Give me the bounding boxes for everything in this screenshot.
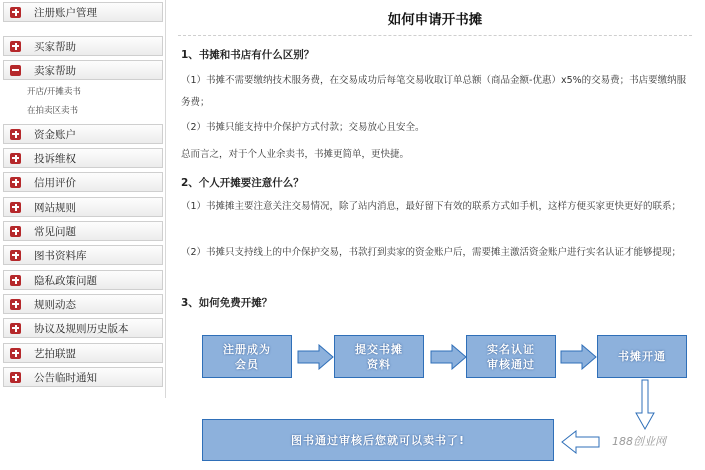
expand-plus-icon [10, 202, 21, 213]
sidebar-item-label: 注册账户管理 [34, 6, 97, 19]
question-heading-2: 2、个人开摊要注意什么？ [181, 177, 304, 189]
sidebar-item-funds-account[interactable] [3, 124, 163, 144]
sidebar-item-label: 规则动态 [34, 298, 76, 311]
expand-plus-icon [10, 299, 21, 310]
flow-step-text: 书摊开通 [618, 350, 666, 363]
sidebar-item-label: 卖家帮助 [34, 64, 76, 77]
expand-plus-icon [10, 275, 21, 286]
sidebar-subitem-auction-sell[interactable]: 在拍卖区卖书 [27, 106, 79, 116]
sidebar-item-label: 公告临时通知 [34, 371, 97, 384]
sidebar-item-complaints[interactable] [3, 148, 163, 168]
answer-paragraph: （2）书摊只能支持中介保护方式付款；交易放心且安全。 [181, 122, 425, 133]
sidebar-item-label: 信用评价 [34, 176, 76, 189]
flow-step-stall-opened [597, 335, 687, 378]
sidebar-item-faq[interactable] [3, 221, 163, 241]
sidebar-item-privacy-policy[interactable] [3, 270, 163, 290]
help-sidebar [3, 0, 166, 398]
left-arrow-icon [560, 430, 600, 454]
sidebar-item-account-management[interactable] [3, 2, 163, 22]
expand-plus-icon [10, 250, 21, 261]
expand-plus-icon [10, 323, 21, 334]
flow-step-register [202, 335, 292, 378]
flow-step-verification [466, 335, 556, 378]
expand-plus-icon [10, 7, 21, 18]
right-arrow-icon [297, 344, 335, 370]
sidebar-item-label: 艺拍联盟 [34, 347, 76, 360]
sidebar-item-label: 投诉维权 [34, 152, 76, 165]
sidebar-item-label: 网站规则 [34, 201, 76, 214]
down-arrow-icon [635, 379, 655, 431]
sidebar-item-seller-help[interactable] [3, 60, 163, 80]
sidebar-item-art-alliance[interactable] [3, 343, 163, 363]
collapse-minus-icon [10, 65, 21, 76]
flow-step-text: 审核通过 [487, 357, 535, 371]
expand-plus-icon [10, 153, 21, 164]
title-divider [178, 35, 692, 36]
right-arrow-icon [430, 344, 468, 370]
page-title: 如何申请开书摊 [387, 12, 483, 28]
flow-step-sell-books [202, 419, 554, 461]
sidebar-item-credit-rating[interactable] [3, 172, 163, 192]
question-heading-1: 1、书摊和书店有什么区别？ [181, 49, 315, 61]
sidebar-item-buyer-help[interactable] [3, 36, 163, 56]
answer-paragraph: （2）书摊只支持线上的中介保护交易，书款打到卖家的资金账户后，需要摊主激活资金账户进行实名认证才能够提现； [181, 247, 682, 258]
sidebar-item-label: 隐私政策问题 [34, 274, 97, 287]
sidebar-subitem-open-stall[interactable]: 开店/开摊卖书 [27, 87, 81, 97]
answer-paragraph: （1）书摊不需要缴纳技术服务费，在交易成功后每笔交易收取订单总额（商品金额-优惠）x5%的交易费；书店要缴纳服务费； [181, 75, 687, 108]
flow-step-text: 资料 [367, 357, 391, 371]
sidebar-item-label: 常见问题 [34, 225, 76, 238]
expand-plus-icon [10, 348, 21, 359]
answer-paragraph: （1）书摊摊主要注意关注交易情况，除了站内消息，最好留下有效的联系方式如手机，这样方便买家更快更好的联系； [181, 201, 682, 212]
sidebar-item-rule-updates[interactable] [3, 294, 163, 314]
sidebar-item-label: 资金账户 [34, 128, 76, 141]
flow-step-text: 会员 [235, 357, 259, 371]
flow-step-text: 实名认证 [487, 342, 535, 356]
sidebar-item-agreement-history[interactable] [3, 318, 163, 338]
answer-paragraph: 总而言之，对于个人业余卖书，书摊更简单，更快捷。 [181, 149, 410, 160]
expand-plus-icon [10, 129, 21, 140]
right-arrow-icon [560, 344, 598, 370]
expand-plus-icon [10, 226, 21, 237]
flow-step-text: 注册成为 [223, 342, 271, 356]
expand-plus-icon [10, 41, 21, 52]
sidebar-item-book-database[interactable] [3, 245, 163, 265]
flow-step-submit-info [334, 335, 424, 378]
sidebar-item-label: 买家帮助 [34, 40, 76, 53]
expand-plus-icon [10, 372, 21, 383]
watermark: 188创业网 [612, 435, 666, 448]
sidebar-item-label: 图书资料库 [34, 249, 87, 262]
sidebar-item-announcements[interactable] [3, 367, 163, 387]
sidebar-item-label: 协议及规则历史版本 [34, 322, 129, 335]
question-heading-3: 3、如何免费开摊？ [181, 297, 273, 309]
flow-step-text: 提交书摊 [355, 342, 403, 356]
flow-step-text: 图书通过审核后您就可以卖书了! [290, 433, 465, 447]
sidebar-item-site-rules[interactable] [3, 197, 163, 217]
expand-plus-icon [10, 177, 21, 188]
